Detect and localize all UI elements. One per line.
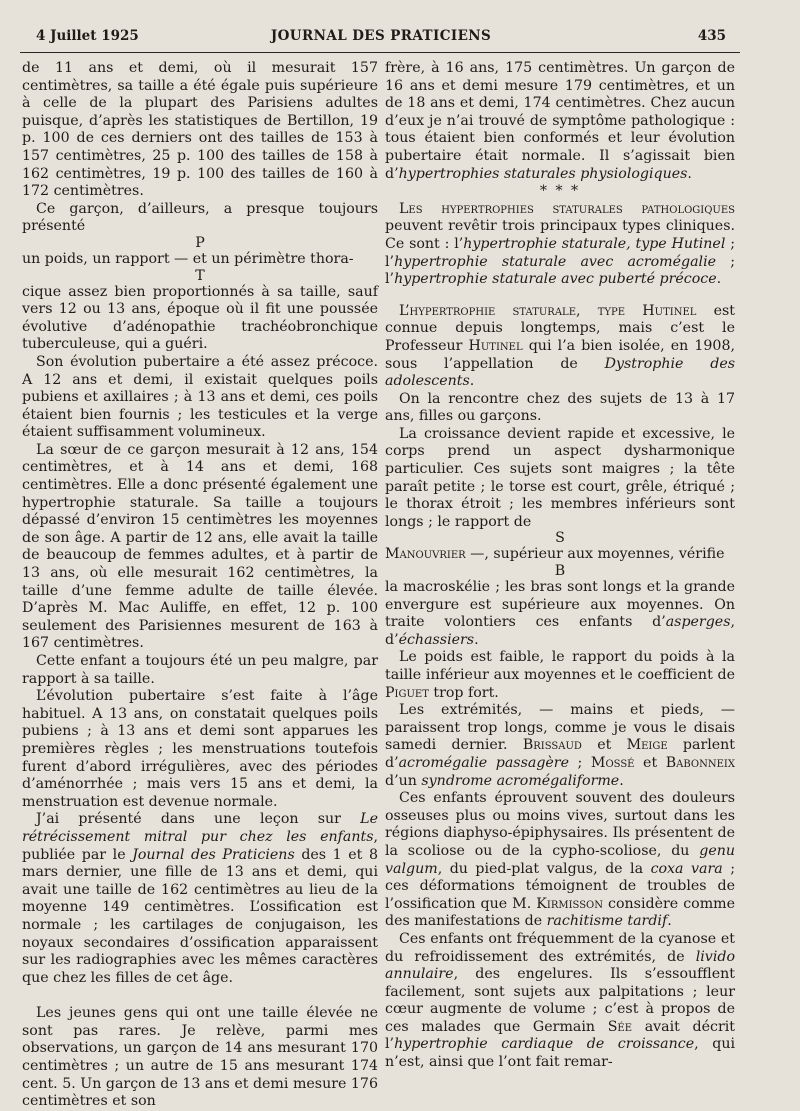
section-gap [22, 987, 378, 1005]
paragraph: La sœur de ce garçon mesurait à 12 ans, 154 centimètres, et à 14 ans et demi, 168 centimètres. Elle a donc présenté également une hypertrophie staturale. Sa taille a toujours dépassé d’environ 15 centimètres les moyennes de son âge. A partir de 12 ans, elle avait la taille de beaucoup de femmes adultes, et à partir de 13 ans, où elle mesurait 162 centimètres, la taille d’une femme adulte de taille élevée. D’après M. Mac Auliffe, en effet, 12 p. 100 seulement des Parisiennes mesurent de 163 à 167 centimètres. [22, 441, 378, 652]
small-caps-text: Hutinel [468, 337, 523, 354]
italic-text: Journal des Praticiens [132, 846, 295, 863]
small-caps-text: Babonneix [665, 754, 735, 771]
paragraph-line [385, 546, 735, 564]
text-run: Le poids est faible, le rapport du poids à la taille inférieur aux moyennes et le coefficient de [385, 649, 735, 683]
text-run: , d’ [385, 614, 735, 648]
text-run: . [474, 631, 479, 648]
italic-text: acromégalie passagère [398, 754, 569, 771]
header-rule [20, 52, 740, 53]
text-run: parlent d’ [385, 737, 736, 771]
italic-text: hypertrophies staturales physiologiques [398, 165, 688, 182]
italic-text: échassiers [398, 631, 475, 648]
text-run: d’un [385, 772, 422, 789]
text-run: trop fort. [428, 684, 499, 701]
section-gap [385, 289, 735, 303]
text-run: est connue depuis longtemps, mais c’est le Professeur [385, 302, 736, 354]
small-caps-text: Brissaud [522, 737, 582, 754]
paragraph: On la rencontre chez des sujets de 13 à 17 ans, filles ou garçons. [385, 390, 735, 425]
small-caps-text: Manouvrier [385, 546, 466, 563]
paragraph [385, 649, 735, 702]
text-run: , des engelures. Ils s’essoufflent facilement, sont sujets aux palpitations ; leur cœur augmente de volume ; c’est à propos de ces malades que Germain [385, 966, 735, 1035]
italic-text: hypertrophie cardiaque de croissance [394, 1036, 695, 1053]
text-run: avait décrit l’ [385, 1018, 735, 1053]
text-run: , publiée par le [22, 828, 378, 863]
text-run: peuvent revêtir trois principaux types cliniques. Ce sont : l’ [385, 218, 735, 252]
fraction-denominator: B [554, 563, 566, 580]
italic-text: Le rétrécissement mitral pur chez les enfants [22, 811, 378, 845]
paragraph: de 11 ans et demi, où il mesurait 157 centimètres, sa taille a été égale puis supérieure à celle de la plupart des Parisiens adultes puisque, d’après les statistiques de Bertillon, 19 p. 100 de ces derniers ont des tailles de 153 à 157 centimètres, 25 p. 100 des tailles de 158 à 162 centimètres, 19 p. 100 des tailles de 160 à 172 centimètres. [22, 60, 378, 200]
text-run: , du pied-plat valgus, de la [437, 860, 651, 877]
header-date: 4 Juillet 1925 [36, 28, 139, 44]
paragraph: cique assez bien proportionnés à sa taille, sauf vers 12 ou 13 ans, époque où il fit une poussée évolutive d’adénopathie trachéobronchique tuberculeuse, qui a guéri. [22, 283, 378, 353]
italic-text: hypertrophie staturale, type Hutinel [463, 235, 726, 252]
journal-title: JOURNAL DES PRATICIENS [270, 28, 492, 44]
small-caps-text: Meige [626, 737, 668, 754]
italic-text: hypertrophie staturale avec puberté précoce [394, 271, 717, 288]
text-run: frère, à 16 ans, 175 centimètres. Un garçon de 16 ans et demi mesure 179 centimètres, et un de 18 ans et demi, 174 centimètres. Chez aucun d’eux je n’ai trouvé de symptôme pathologique : tous étaient bien conformés et leur évolution pubertaire était normale. Il s’agissait bien d’ [385, 60, 735, 182]
text-run: considère comme des manifestations de [385, 895, 735, 930]
paragraph: Les jeunes gens qui ont une taille élevée ne sont pas rares. Je relève, parmi mes observations, un garçon de 14 ans mesurant 170 centimètres ; un autre de 15 ans mesurant 174 cent. 5. Un garçon de 13 ans et demi mesure 176 centimètres et son [22, 1005, 378, 1110]
italic-text: genu valgum [385, 842, 735, 877]
italic-text: syndrome acromégaliforme [421, 772, 620, 789]
italic-text: Dystrophie des adolescents [385, 355, 736, 390]
small-caps-text: Piguet [385, 684, 429, 701]
small-caps-text: L’hypertrophie staturale, type Hutinel [399, 302, 697, 319]
text-run: Ces enfants ont fréquemment de la cyanose et du refroidissement des extrémités, de [385, 930, 735, 965]
text-run: , qui n’est, ainsi que l’ont fait remar- [385, 1036, 735, 1071]
page-number: 435 [697, 28, 726, 44]
text-run: qui l’a bien isolée, en 1908, sous l’appellation de [385, 337, 735, 372]
right-column [385, 60, 735, 1072]
text-run: ; l’ [385, 253, 736, 288]
paragraph: Cette enfant a toujours été un peu malgre, par rapport à sa taille. [22, 653, 378, 687]
italic-text: asperges [665, 614, 731, 631]
paragraph: La croissance devient rapide et excessive, le corps prend un aspect dysharmonique particulier. Ces sujets sont maigres ; la tête paraît petite ; le torse est court, grêle, étriqué ; le thorax étroit ; les membres inférieurs sont longs ; le rapport de [385, 425, 735, 530]
left-column [22, 60, 378, 1111]
text-run: ; ces déformations témoignent de troubles de l’ossification que M. [385, 860, 735, 912]
text-run: ; l’ [385, 235, 735, 270]
paragraph [385, 702, 735, 790]
paragraph-line: un poids, un rapport — et un périmètre thora- [22, 250, 354, 267]
text-run: et [634, 754, 666, 771]
text-run: . [469, 373, 475, 390]
paragraph [385, 303, 735, 391]
paragraph [22, 811, 378, 987]
fraction-denominator: T [195, 267, 205, 284]
section-asterism: * * * [539, 183, 581, 200]
paragraph [385, 931, 735, 1072]
paragraph: Ce garçon, d’ailleurs, a presque toujours présenté [22, 200, 378, 235]
text-run: Les extrémités, — mains et pieds, — paraissent trop longs, comme je vous le disais samedi dernier. [385, 702, 735, 754]
text-run: et [581, 737, 627, 754]
italic-text: hypertrophie staturale avec acromégalie [394, 253, 717, 270]
text-run: . [716, 271, 722, 288]
text-run: ; [568, 754, 591, 771]
italic-text: coxa vara [650, 860, 723, 877]
text-run: . [619, 772, 624, 789]
small-caps-text: Sée [607, 1018, 633, 1035]
paragraph: L’évolution pubertaire s’est faite à l’âge habituel. A 13 ans, on constatait quelques poils pubiens ; à 13 ans et demi sont apparues les premières règles ; les menstruations toutefois furent d’abord irrégulières, avec des périodes d’aménorrhée ; mais vers 15 ans et demi, la menstruation est devenue normale. [22, 688, 378, 810]
fraction-numerator: P [195, 234, 205, 251]
paragraph [385, 579, 735, 649]
paragraph [385, 201, 735, 289]
text-run: des 1 et 8 mars dernier, une fille de 13 ans et demi, qui avait une taille de 162 centimètres au lieu de la moyenne 149 centimètres. L’ossification est normale ; les cartilages de conjugaison, les noyaux secondaires d’ossification apparaissent sur les radiographies avec les mêmes caractères que chez les filles de cet âge. [22, 846, 378, 986]
italic-text: rachitisme tardif [546, 913, 668, 930]
paragraph: Son évolution pubertaire a été assez précoce. A 12 ans et demi, il existait quelques poils pubiens et axillaires ; à 13 ans et demi, ces poils étaient bien fournis ; les testicules et la verge étaient suffisamment volumineux. [22, 353, 378, 441]
text-run: J’ai présenté dans une leçon sur [36, 811, 361, 828]
small-caps-text: Kirmisson [536, 895, 604, 912]
text-run: —, supérieur aux moyennes, vérifie [465, 546, 725, 563]
small-caps-text: Mossé [590, 754, 635, 771]
fraction-numerator: S [555, 530, 565, 547]
page-header [36, 28, 726, 48]
text-run: la macroskélie ; les bras sont longs et la grande envergure est supérieure aux moyennes. On traite volontiers ces enfants d’ [385, 579, 735, 631]
small-caps-text: Les hypertrophies staturales pathologiques [399, 200, 735, 217]
paragraph [385, 790, 735, 931]
italic-text: livido annulaire [385, 948, 735, 983]
text-run: . [687, 165, 692, 182]
paragraph [385, 60, 735, 183]
text-run: . [667, 913, 672, 930]
text-run: Ces enfants éprouvent souvent des douleurs osseuses plus ou moins vives, surtout dans les régions diaphyso-épiphysaires. Ils présentent de la scoliose ou de la cypho-scoliose, du [385, 790, 735, 859]
